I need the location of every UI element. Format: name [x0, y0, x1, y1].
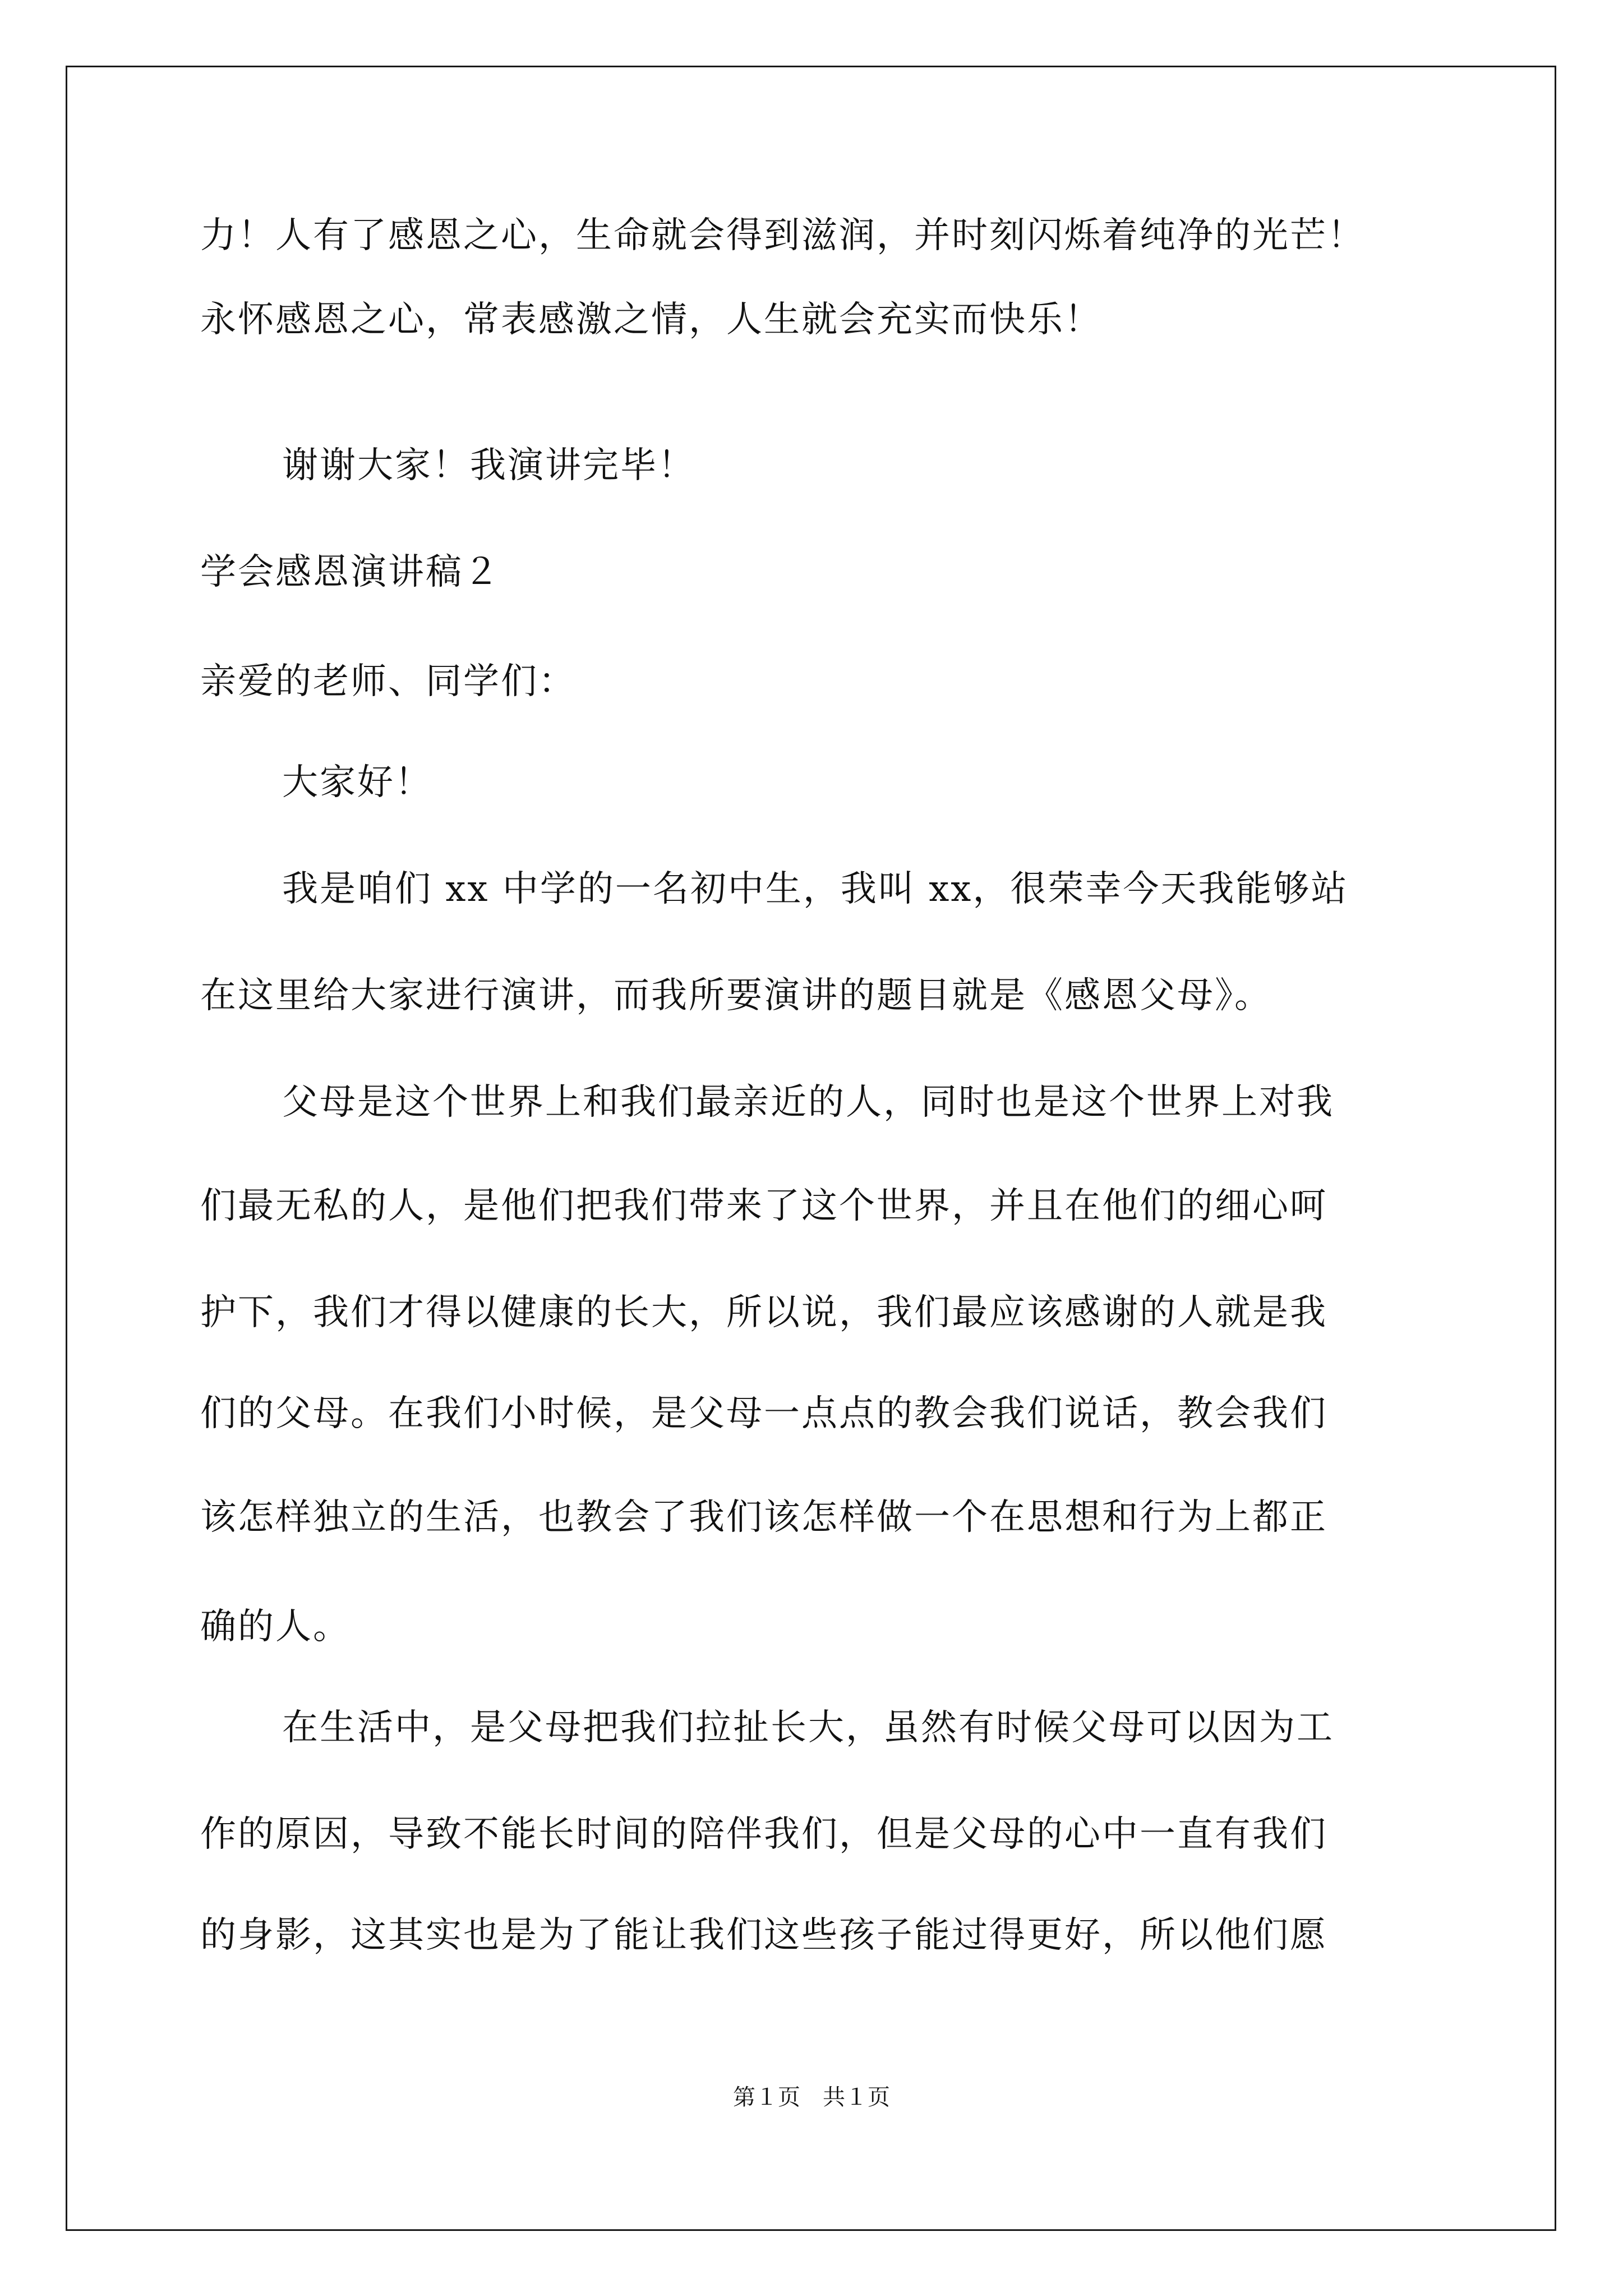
text-line: 谢谢大家！我演讲完毕！: [282, 445, 695, 486]
text-line: 该怎样独立的生活，也教会了我们该怎样做一个在思想和行为上都正: [200, 1497, 1327, 1538]
text-line: 在生活中，是父母把我们拉扯长大，虽然有时候父母可以因为工: [282, 1707, 1334, 1749]
text-line: 们的父母。在我们小时候，是父母一点点的教会我们说话，教会我们: [200, 1393, 1327, 1434]
text-line: 我是咱们 xx 中学的一名初中生，我叫 xx，很荣幸今天我能够站: [282, 868, 1349, 910]
text-line: 确的人。: [200, 1606, 351, 1648]
text-line: 大家好！: [282, 762, 432, 803]
text-line: 护下，我们才得以健康的长大，所以说，我们最应该感谢的人就是我: [200, 1292, 1327, 1333]
text-line: 们最无私的人，是他们把我们带来了这个世界，并且在他们的细心呵: [200, 1185, 1327, 1227]
page-border: [66, 66, 1556, 2231]
text-line: 作的原因，导致不能长时间的陪伴我们，但是父母的心中一直有我们: [200, 1814, 1327, 1855]
text-line: 永怀感恩之心，常表感激之情，人生就会充实而快乐！: [200, 299, 1102, 341]
greeting-line: 亲爱的老师、同学们：: [200, 661, 576, 702]
page-footer: 第１页 共１页: [733, 2085, 890, 2110]
text-line: 父母是这个世界上和我们最亲近的人，同时也是这个世界上对我: [282, 1082, 1334, 1123]
text-line: 的身影，这其实也是为了能让我们这些孩子能过得更好，所以他们愿: [200, 1915, 1327, 1956]
section-title: 学会感恩演讲稿２: [200, 551, 501, 593]
text-line: 力！人有了感恩之心，生命就会得到滋润，并时刻闪烁着纯净的光芒！: [200, 215, 1365, 256]
text-line: 在这里给大家进行演讲，而我所要演讲的题目就是《感恩父母》。: [200, 975, 1272, 1016]
